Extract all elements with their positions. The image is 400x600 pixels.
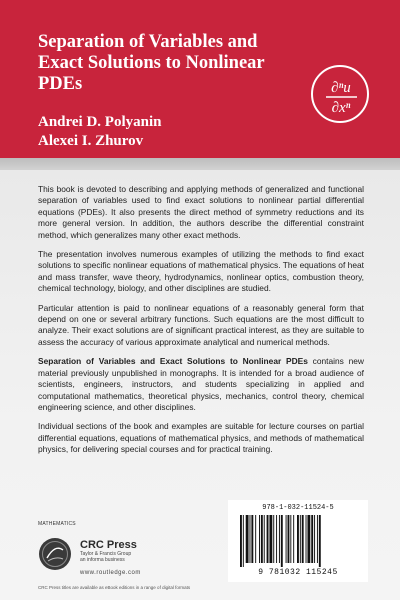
barcode-bar — [319, 515, 321, 567]
barcode-bar — [311, 515, 313, 563]
barcode-bar — [317, 515, 318, 563]
barcode-bar — [290, 515, 291, 563]
barcode-bar — [297, 515, 299, 563]
description-paragraph: Individual sections of the book and examples are suitable for lecture courses on partial differential equations, equations of mathematical physics, and methods of mathematical physics, for delivering special courses and for practical training. — [38, 421, 364, 455]
description-paragraph: Particular attention is paid to nonlinear equations of a reasonably general form that depend on one or several arbitrary functions. Such equations are the most difficult to analyze. Their exact solutions are of significant practical interest, as they are suitable to assess the accuracy of various approximate analytical and numerical methods. — [38, 302, 364, 347]
author-1: Andrei D. Polyanin — [38, 114, 162, 130]
barcode-bar — [286, 515, 287, 563]
barcode-bar — [251, 515, 253, 563]
barcode-bar — [307, 515, 310, 563]
book-title-inline: Separation of Variables and Exact Solutions to Nonlinear PDEs — [38, 356, 308, 367]
description-paragraph — [38, 356, 364, 413]
authors — [38, 113, 162, 151]
barcode-bar — [279, 515, 280, 563]
ean-number: 9 781032 115245 — [258, 568, 338, 577]
barcode-panel — [228, 500, 368, 582]
subject-category: MATHEMATICS — [38, 521, 76, 527]
isbn-number: 978-1-032-11524-5 — [262, 504, 334, 512]
barcode-bar — [288, 515, 290, 563]
badge-numerator: ∂ⁿu — [331, 80, 351, 96]
ebook-footnote: CRC Press titles are available as eBook editions in a range of digital formats — [38, 585, 191, 590]
publisher-subline: an informa business — [80, 557, 125, 563]
barcode-bar — [273, 515, 274, 563]
publisher-group: Taylor & Francis Group — [80, 551, 132, 557]
barcode-bar — [281, 515, 283, 567]
description — [38, 184, 364, 464]
barcode-bar — [259, 515, 260, 563]
barcode-icon — [238, 515, 358, 567]
publisher-url[interactable]: www.routledge.com — [80, 570, 141, 576]
barcode-bar — [302, 515, 304, 563]
barcode-bar — [255, 515, 256, 563]
badge-denominator: ∂xⁿ — [331, 100, 351, 116]
publisher-name: CRC Press — [80, 539, 137, 551]
barcode-bar — [300, 515, 301, 563]
barcode-bar — [293, 515, 294, 563]
partial-derivative-badge — [311, 65, 369, 123]
description-paragraph: This book is devoted to describing and applying methods of generalized and functional separation of variables used to find exact solutions to nonlinear partial differential equations (PDEs). It also presents the direct method of symmetry reductions and its more general version. In addition, the authors describe the differential constraint method, which generalizes many other exact methods. — [38, 184, 364, 240]
barcode-bar — [306, 515, 307, 563]
description-paragraph: The presentation involves numerous examples of utilizing the methods to find exact solutions to specific nonlinear equations of mathematical physics. The equations of heat and mass transfer, wave theory, hydrodynamics, nonlinear optics, combustion theory, chemical technology, biology, and other disciplines are studied. — [38, 249, 364, 294]
barcode-bar — [250, 515, 251, 563]
crc-press-logo-icon — [38, 537, 72, 571]
barcode-bar — [243, 515, 244, 567]
barcode-bar — [240, 515, 242, 567]
barcode-bar — [314, 515, 315, 563]
book-title: Separation of Variables and Exact Solutions to Nonlinear PDEs — [38, 32, 265, 94]
barcode-bar — [246, 515, 249, 563]
paragraph-text: contains new material previously unpublished in monographs. It is intended for a broad audience of scientists, engineers, instructors, and students specializing in applied and computational mathematics, theoretical physics, mechanics, control theory, chemical engineering science, and other disciplines. — [38, 356, 364, 412]
partial-derivative-icon — [313, 67, 371, 125]
publisher-block — [80, 539, 137, 563]
barcode-bar — [269, 515, 272, 563]
barcode-bar — [261, 515, 263, 563]
divider-strip — [0, 158, 400, 170]
barcode-bar — [267, 515, 269, 563]
barcode-bar — [264, 515, 265, 563]
author-2: Alexei I. Zhurov — [38, 133, 144, 149]
barcode-bar — [276, 515, 277, 563]
